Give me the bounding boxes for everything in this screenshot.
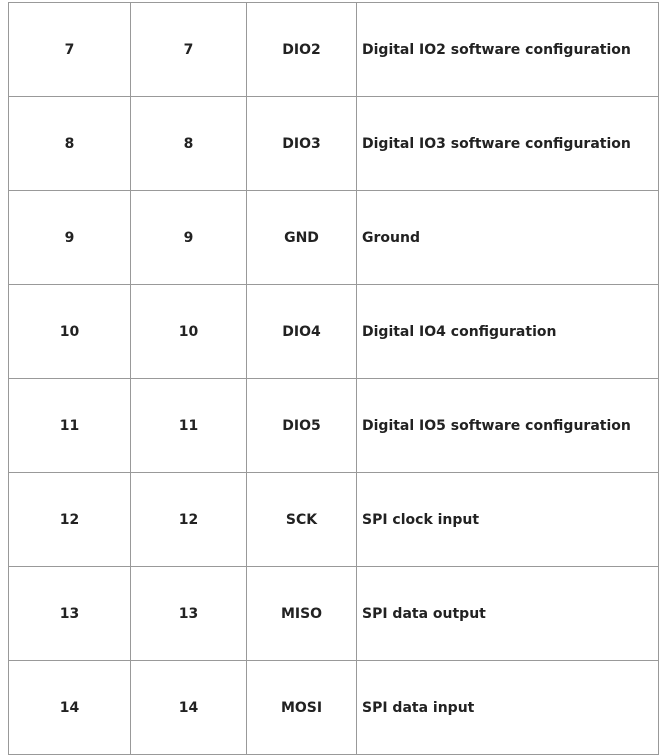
pin-number-cell: 10: [131, 285, 247, 379]
row-number-cell: 12: [9, 473, 131, 567]
pin-name-cell: GND: [247, 191, 357, 285]
pin-description-cell: Digital IO4 configuration: [357, 285, 659, 379]
pin-name-cell: MOSI: [247, 661, 357, 755]
pin-name-cell: DIO2: [247, 3, 357, 97]
table-row: [9, 661, 659, 755]
pin-name-cell: DIO5: [247, 379, 357, 473]
row-number-cell: 11: [9, 379, 131, 473]
table-row: [9, 285, 659, 379]
pin-name-cell: DIO4: [247, 285, 357, 379]
pin-number-cell: 12: [131, 473, 247, 567]
pin-name-cell: SCK: [247, 473, 357, 567]
pin-description-cell: Digital IO2 software configuration: [357, 3, 659, 97]
pin-description-cell: Digital IO3 software configuration: [357, 97, 659, 191]
pin-number-cell: 7: [131, 3, 247, 97]
table-row: [9, 3, 659, 97]
pin-number-cell: 13: [131, 567, 247, 661]
pin-number-cell: 9: [131, 191, 247, 285]
row-number-cell: 13: [9, 567, 131, 661]
pin-description-cell: SPI data input: [357, 661, 659, 755]
row-number-cell: 10: [9, 285, 131, 379]
table-row: [9, 473, 659, 567]
pin-description-cell: Ground: [357, 191, 659, 285]
row-number-cell: 14: [9, 661, 131, 755]
row-number-cell: 9: [9, 191, 131, 285]
table-row: [9, 191, 659, 285]
pin-name-cell: MISO: [247, 567, 357, 661]
row-number-cell: 7: [9, 3, 131, 97]
pin-number-cell: 11: [131, 379, 247, 473]
pin-description-cell: SPI data output: [357, 567, 659, 661]
pin-description-cell: SPI clock input: [357, 473, 659, 567]
row-number-cell: 8: [9, 97, 131, 191]
table-row: [9, 567, 659, 661]
pin-number-cell: 8: [131, 97, 247, 191]
pin-name-cell: DIO3: [247, 97, 357, 191]
table-row: [9, 379, 659, 473]
pin-description-cell: Digital IO5 software configuration: [357, 379, 659, 473]
pin-number-cell: 14: [131, 661, 247, 755]
table-row: [9, 97, 659, 191]
pin-definition-table: [8, 2, 659, 755]
